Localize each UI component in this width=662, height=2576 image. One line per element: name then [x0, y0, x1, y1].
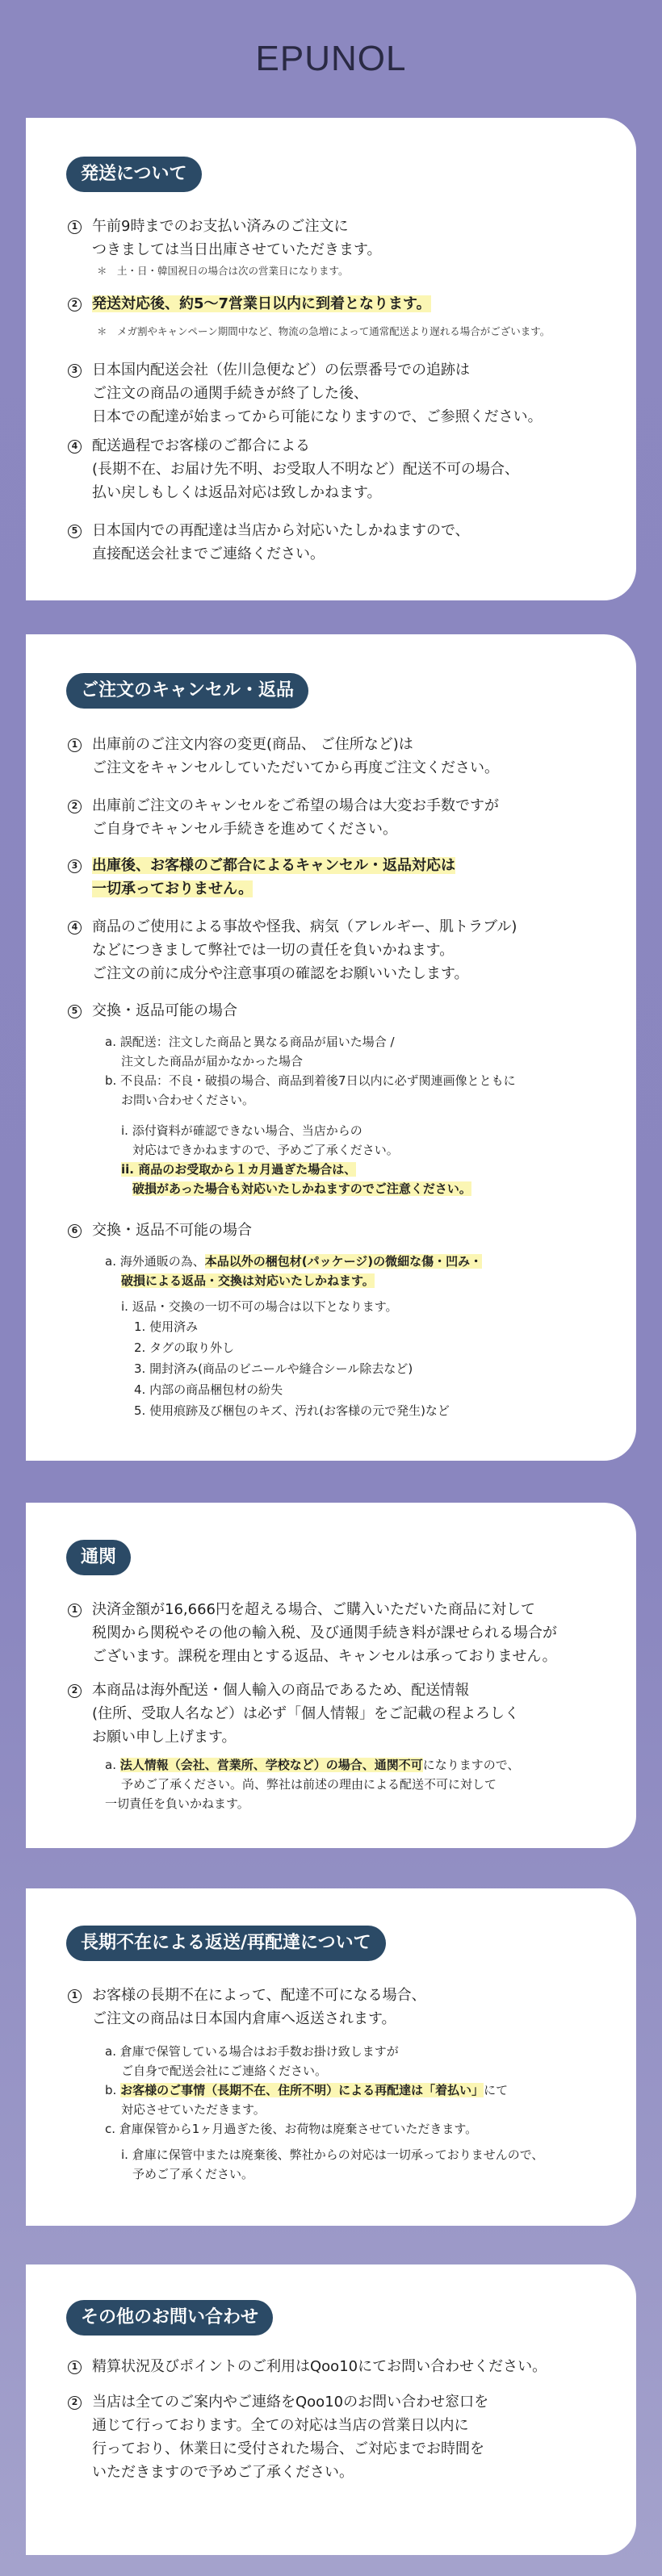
text-line: ございます。課税を理由とする返品、キャンセルは承っておりません。 [92, 1648, 557, 1665]
list-item: 2. タグの取り外し [134, 1340, 235, 1355]
text-line: 決済金額が16,666円を超える場合、ご購入いただいた商品に対して [92, 1601, 535, 1618]
list-item [68, 519, 625, 566]
item-heading: 交換・返品可能の場合 [92, 1002, 237, 1019]
item-heading: 交換・返品不可能の場合 [92, 1222, 252, 1239]
list-item [68, 915, 625, 985]
text-line: 対応はできかねますので、予めご了承ください。 [132, 1143, 399, 1157]
text-line: 精算状況及びポイントのご利用はQoo10にてお問い合わせください。 [92, 2358, 547, 2375]
brand-logo: EPUNOL [255, 39, 407, 78]
number-1-icon: 1 [68, 2361, 82, 2374]
text-line: お願い申し上げます。 [92, 1729, 237, 1746]
text-line: にて [484, 2083, 509, 2097]
contact-card [26, 2264, 636, 2555]
number-1-icon: 1 [68, 738, 82, 752]
text-line: ご注文をキャンセルしていただいてから再度ご注文ください。 [92, 759, 499, 776]
text-line: 注文した商品が届かなかった場合 [121, 1054, 304, 1068]
highlight-text: 出庫後、お客様のご都合によるキャンセル・返品対応は [92, 857, 455, 874]
list-item: 5. 使用痕跡及び梱包のキズ、汚れ(お客様の元で発生)など [134, 1403, 450, 1418]
text-line: 通じて行っております。全ての対応は当店の営業日以内に [92, 2417, 469, 2434]
list-item [68, 733, 625, 780]
text-line: ご注文の前に成分や注意事項の確認をお願いいたします。 [92, 965, 469, 982]
text-line: a. 誤配送：注文した商品と異なる商品が届いた場合 / [105, 1035, 395, 1049]
text-line: (長期不在、お届け先不明、お受取人不明など）配送不可の場合、 [92, 461, 520, 478]
list-item: 4. 内部の商品梱包材の紛失 [134, 1382, 283, 1397]
text-line: 予めご了承ください。尚、弊社は前述の理由による配送不可に対して [121, 1777, 497, 1792]
list-item [68, 358, 625, 429]
number-2-icon: 2 [68, 1684, 82, 1698]
cancel-card [26, 634, 636, 1461]
list-item [68, 2390, 625, 2484]
list-item [68, 794, 625, 841]
highlight-text: 発送対応後、約5～7営業日以内に到着となります。 [92, 295, 431, 312]
note: ＊ メガ割やキャンペーン期間中など、物流の急増によって通常配送より遅れる場合がございます。 [97, 325, 551, 337]
list-item [68, 434, 625, 504]
text-line: お客様の長期不在によって、配達不可になる場合、 [92, 1987, 426, 2004]
highlight-text: 一切承っておりません。 [92, 880, 253, 897]
number-4-icon: 4 [68, 440, 82, 454]
number-2-icon: 2 [68, 298, 82, 312]
text-line: 税関から関税やその他の輸入税、及び通関手続き料が課せられる場合が [92, 1625, 557, 1641]
highlight-text: 破損による返品・交換は対応いたしかねます。 [121, 1273, 375, 1288]
text-line: 日本国内での再配達は当店から対応いたしかねますので、 [92, 522, 470, 539]
text-line: 出庫前ご注文のキャンセルをご希望の場合は大変お手数ですが [92, 797, 499, 814]
list-item [68, 1679, 625, 1813]
list-item [68, 2355, 625, 2378]
text-line: ご注文の商品の通関手続きが終了した後、 [92, 385, 368, 402]
highlight-text: 法人情報（会社、営業所、学校など）の場合、通関不可 [119, 1758, 423, 1772]
number-5-icon: 5 [68, 525, 82, 538]
list-item [68, 999, 625, 1198]
list-item [68, 854, 625, 901]
list-item: 3. 開封済み(商品のビニールや縫合シール除去など) [134, 1361, 413, 1376]
customs-card [26, 1503, 636, 1848]
section-title: 長期不在による返送/再配達について [66, 1926, 386, 1961]
number-1-icon: 1 [68, 1989, 82, 2003]
text-line: i. 添付資料が確認できない場合、当店からの [121, 1123, 362, 1138]
text-line: (住所、受取人名など）は必ず「個人情報」をご記載の程よろしく [92, 1705, 520, 1722]
text-line: お問い合わせください。 [121, 1093, 255, 1107]
list-item [68, 1598, 625, 1668]
text-line: 日本での配達が始まってから可能になりますので、ご参照ください。 [92, 408, 543, 425]
number-2-icon: 2 [68, 2396, 82, 2410]
text-line: c. 倉庫保管から1ヶ月過ぎた後、お荷物は廃棄させていただきます。 [105, 2122, 478, 2136]
text-line: a. 倉庫で保管している場合はお手数お掛け致しますが [105, 2044, 399, 2059]
list-item [68, 1984, 625, 2184]
text-line: いただきますので予めご了承ください。 [92, 2464, 354, 2481]
number-3-icon: 3 [68, 859, 82, 873]
number-1-icon: 1 [68, 1604, 82, 1617]
list-item [68, 292, 625, 340]
text-line: b. 不良品：不良・破損の場合、商品到着後7日以内に必ず関連画像とともに [105, 1073, 516, 1088]
text-line: つきましては当日出庫させていただきます。 [92, 241, 382, 258]
text-line: 午前9時までのお支払い済みのご注文に [92, 218, 349, 235]
list-item: 1. 使用済み [134, 1319, 199, 1334]
text-line: 商品のご使用による事故や怪我、病気（アレルギー、肌トラブル) [92, 918, 517, 935]
highlight-text: お客様のご事情（長期不在、住所不明）による再配達は「着払い」 [120, 2083, 484, 2097]
note: ＊ 土・日・韓国祝日の場合は次の営業日になります。 [97, 265, 349, 277]
section-title: その他のお問い合わせ [66, 2300, 273, 2336]
number-1-icon: 1 [68, 220, 82, 234]
text-line: 当店は全てのご案内やご連絡をQoo10のお問い合わせ窓口を [92, 2394, 489, 2411]
text-line: 一切責任を負いかねます。 [105, 1796, 249, 1811]
highlight-text: ii. 商品のお受取から１カ月過ぎた場合は、 [121, 1162, 357, 1177]
section-title: 通関 [66, 1540, 131, 1575]
text-line: 予めご了承ください。 [132, 2167, 254, 2181]
text-line: 対応させていただきます。 [121, 2102, 266, 2117]
text-line: 配送過程でお客様のご都合による [92, 437, 310, 454]
text-line: b. [105, 2083, 121, 2097]
text-line: a. 海外通販の為、 [105, 1254, 205, 1269]
text-line: 払い戻しもしくは返品対応は致しかねます。 [92, 484, 382, 501]
number-4-icon: 4 [68, 921, 82, 935]
shipping-card [26, 118, 636, 600]
text-line: i. 倉庫に保管中または廃棄後、弊社からの対応は一切承っておりませんので、 [121, 2147, 544, 2162]
text-line: などにつきまして弊社では一切の責任を負いかねます。 [92, 942, 455, 959]
number-6-icon: 6 [68, 1224, 82, 1238]
text-line: ご自身でキャンセル手続きを進めてください。 [92, 821, 397, 838]
list-item [68, 215, 625, 279]
text-line: 行っており、休業日に受付された場合、ご対応までお時間を [92, 2440, 484, 2457]
number-5-icon: 5 [68, 1005, 82, 1018]
text-line: ご自身で配送会社にご連絡ください。 [121, 2064, 328, 2078]
text-line: 直接配送会社までご連絡ください。 [92, 546, 325, 562]
list-item [68, 1219, 625, 1421]
text-line: a. [105, 1758, 120, 1772]
section-title: 発送について [66, 157, 202, 192]
text-line: 日本国内配送会社（佐川急便など）の伝票番号での追跡は [92, 362, 470, 378]
text-line: ご注文の商品は日本国内倉庫へ返送されます。 [92, 2010, 396, 2027]
number-2-icon: 2 [68, 800, 82, 813]
text-line: になりますので、 [422, 1758, 520, 1772]
text-line: 本商品は海外配送・個人輸入の商品であるため、配送情報 [92, 1682, 470, 1699]
highlight-text: 破損があった場合も対応いたしかねますのでご注意ください。 [132, 1181, 471, 1196]
text-line: 出庫前のご注文内容の変更(商品、 ご住所など)は [92, 736, 413, 753]
number-3-icon: 3 [68, 364, 82, 378]
text-line: i. 返品・交換の一切不可の場合は以下となります。 [121, 1299, 398, 1314]
highlight-text: 本品以外の梱包材(パッケージ)の微細な傷・凹み・ [204, 1254, 483, 1269]
section-title: ご注文のキャンセル・返品 [66, 673, 308, 709]
absence-card [26, 1888, 636, 2226]
